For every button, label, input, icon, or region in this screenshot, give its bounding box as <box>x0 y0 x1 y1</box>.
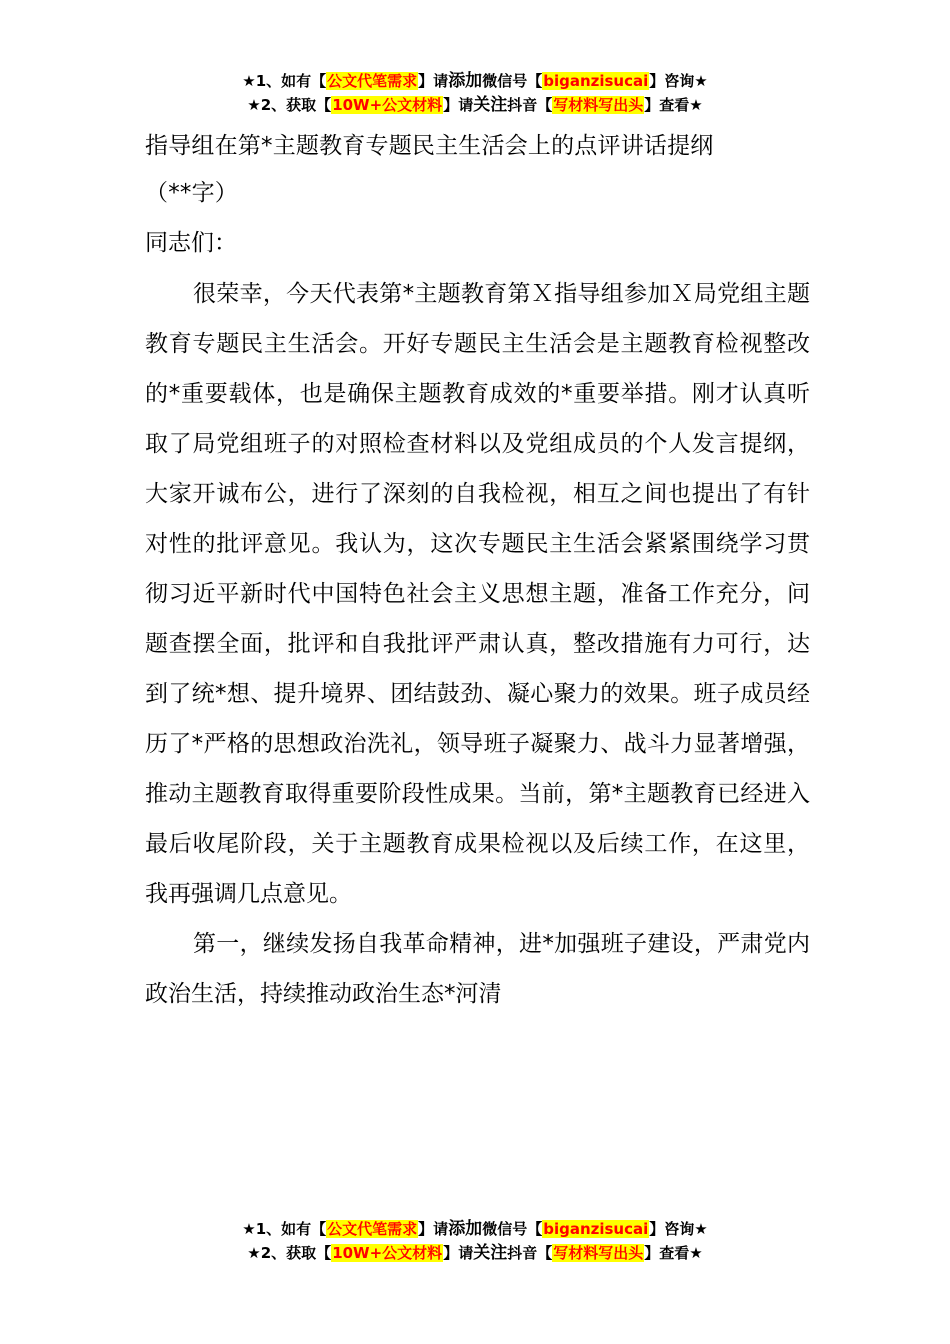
banner-text: 微信号【 <box>482 1220 543 1238</box>
banner-text: 】咨询★ <box>649 1220 708 1238</box>
footer-banner <box>0 1217 950 1265</box>
banner-highlight: 10W+公文材料 <box>332 1244 443 1262</box>
document-title-line-2: （**字） <box>145 180 238 206</box>
banner-highlight: 写材料写出头 <box>553 1244 644 1262</box>
banner-text: 】请 <box>443 1244 474 1262</box>
banner-emphasis: 添加 <box>448 1219 483 1239</box>
banner-text: ★2、获取【 <box>247 1244 332 1262</box>
banner-text: ★1、如有【 <box>242 1220 327 1238</box>
banner-text: 抖音【 <box>507 96 553 114</box>
banner-text: 】请 <box>418 72 449 90</box>
banner-highlight: 公文代笔需求 <box>327 1220 418 1238</box>
banner-text: ★1、如有【 <box>242 72 327 90</box>
banner-text: 抖音【 <box>507 1244 553 1262</box>
banner-highlight: 写材料写出头 <box>553 96 644 114</box>
banner-text: ★2、获取【 <box>247 96 332 114</box>
footer-banner-line-1 <box>0 1217 950 1241</box>
banner-highlight: biganzisucai <box>543 72 649 90</box>
document-title-line-1: 指导组在第*主题教育专题民主生活会上的点评讲话提纲 <box>145 133 714 159</box>
banner-text: 】请 <box>418 1220 449 1238</box>
banner-emphasis: 关注 <box>473 95 508 115</box>
header-banner <box>0 69 950 117</box>
salutation: 同志们： <box>145 230 237 256</box>
banner-emphasis: 关注 <box>473 1243 508 1263</box>
document-title <box>145 123 810 217</box>
banner-text: 】查看★ <box>644 1244 703 1262</box>
banner-highlight: 10W+公文材料 <box>332 96 443 114</box>
footer-banner-line-2 <box>0 1241 950 1265</box>
banner-text: 】请 <box>443 96 474 114</box>
banner-text: 微信号【 <box>482 72 543 90</box>
banner-text: 】查看★ <box>644 96 703 114</box>
paragraph-2: 第一，继续发扬自我革命精神，进*加强班子建设，严肃党内政治生活，持续推动政治生态*河清 <box>145 931 810 1007</box>
banner-highlight: 公文代笔需求 <box>327 72 418 90</box>
banner-emphasis: 添加 <box>448 71 483 91</box>
paragraph-1: 很荣幸，今天代表第*主题教育第Ｘ指导组参加Ｘ局党组主题教育专题民主生活会。开好专题民主生活会是主题教育检视整改的*重要载体，也是确保主题教育成效的*重要举措。刚才认真听取了局党组班子的对照检查材料以及党组成员的个人发言提纲，大家开诚布公，进行了深刻的自我检视，相互之间也提出了有针对性的批评意见。我认为，这次专题民主生活会紧紧围绕学习贯彻习近平新时代中国特色社会主义思想主题，准备工作充分，问题查摆全面，批评和自我批评严肃认真，整改措施有力可行，达到了统*想、提升境界、团结鼓劲、凝心聚力的效果。班子成员经历了*严格的思想政治洗礼，领导班子凝聚力、战斗力显著增强，推动主题教育取得重要阶段性成果。当前，第*主题教育已经进入最后收尾阶段，关于主题教育成果检视以及后续工作，在这里，我再强调几点意见。 <box>145 281 810 907</box>
header-banner-line-1 <box>0 69 950 93</box>
banner-highlight: biganzisucai <box>543 1220 649 1238</box>
header-banner-line-2 <box>0 93 950 117</box>
document-body <box>145 123 810 1019</box>
banner-text: 】咨询★ <box>649 72 708 90</box>
